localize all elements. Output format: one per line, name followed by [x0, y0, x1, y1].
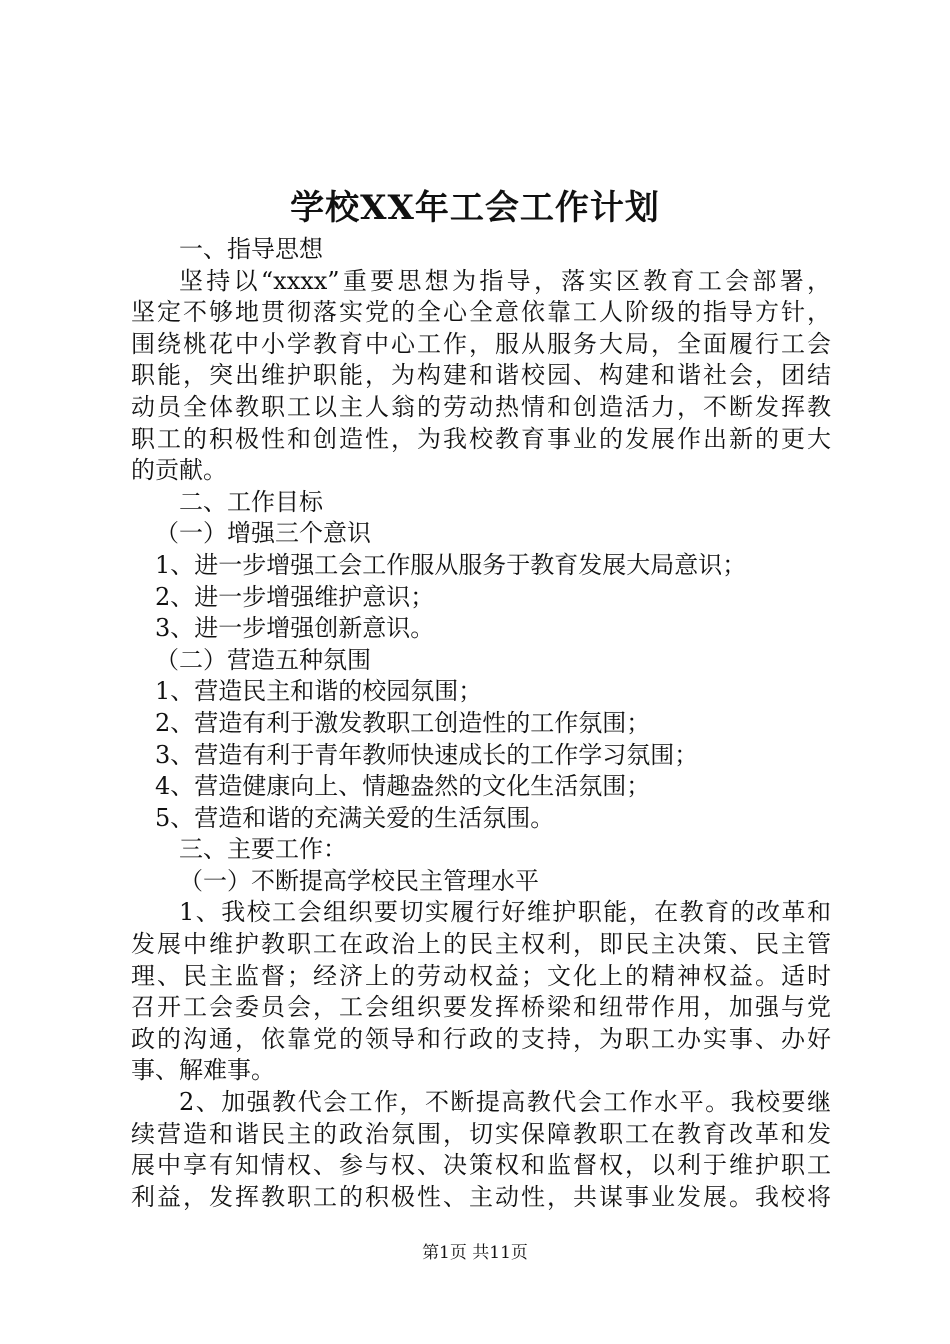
- list-item: 2、营造有利于激发教职工创造性的工作氛围；: [155, 708, 651, 737]
- paragraph-line: 利益，发挥教职工的积极性、主动性，共谋事业发展。我校将: [131, 1182, 831, 1211]
- paragraph-line: 围绕桃花中小学教育中心工作，服从服务大局，全面履行工会: [131, 329, 831, 358]
- paragraph-line: 坚定不够地贯彻落实党的全心全意依靠工人阶级的指导方针，: [131, 298, 831, 327]
- section-heading: 一、指导思想: [179, 235, 323, 263]
- list-item: 3、进一步增强创新意识。: [155, 614, 435, 643]
- paragraph-line: 坚持以“xxxx”重要思想为指导，落实区教育工会部署，: [179, 266, 831, 295]
- paragraph-line: 召开工会委员会，工会组织要发挥桥梁和纽带作用，加强与党: [131, 993, 831, 1022]
- paragraph-line: 事、解难事。: [131, 1056, 275, 1085]
- paragraph-line: 2、加强教代会工作，不断提高教代会工作水平。我校要继: [179, 1088, 831, 1117]
- list-item: 3、营造有利于青年教师快速成长的工作学习氛围；: [155, 740, 699, 769]
- page-number: 第1页 共11页: [422, 1243, 528, 1263]
- list-item: 5、营造和谐的充满关爱的生活氛围。: [155, 803, 555, 832]
- paragraph-line: 展中享有知情权、参与权、决策权和监督权，以利于维护职工: [131, 1151, 831, 1180]
- list-item: 1、营造民主和谐的校园氛围；: [155, 677, 483, 706]
- section-heading: 三、主要工作：: [179, 835, 347, 864]
- paragraph-line: 动员全体教职工以主人翁的劳动热情和创造活力，不断发挥教: [131, 392, 831, 421]
- subsection-heading: （一）不断提高学校民主管理水平: [179, 866, 539, 895]
- document-body: [131, 234, 831, 1213]
- paragraph-line: 职能，突出维护职能，为构建和谐校园、构建和谐社会，团结: [131, 361, 831, 390]
- document-title: 学校XX年工会工作计划: [290, 188, 660, 228]
- list-item: 2、进一步增强维护意识；: [155, 582, 435, 611]
- section-heading: 二、工作目标: [179, 487, 323, 516]
- paragraph-line: 的贡献。: [131, 456, 227, 485]
- paragraph-line: 政的沟通，依靠党的领导和行政的支持，为职工办实事、办好: [131, 1024, 831, 1053]
- paragraph-line: 理、民主监督；经济上的劳动权益；文化上的精神权益。适时: [131, 961, 831, 990]
- paragraph-line: 发展中维护教职工在政治上的民主权利，即民主决策、民主管: [131, 930, 831, 959]
- paragraph-line: 续营造和谐民主的政治氛围，切实保障教职工在教育改革和发: [131, 1119, 831, 1148]
- paragraph-line: 1、我校工会组织要切实履行好维护职能，在教育的改革和: [179, 898, 831, 927]
- list-item: 4、营造健康向上、情趣盎然的文化生活氛围；: [155, 772, 651, 801]
- list-item: 1、进一步增强工会工作服从服务于教育发展大局意识；: [155, 550, 747, 579]
- subsection-heading: （二）营造五种氛围: [155, 645, 371, 674]
- paragraph-line: 职工的积极性和创造性，为我校教育事业的发展作出新的更大: [131, 424, 831, 453]
- subsection-heading: （一）增强三个意识: [155, 519, 371, 548]
